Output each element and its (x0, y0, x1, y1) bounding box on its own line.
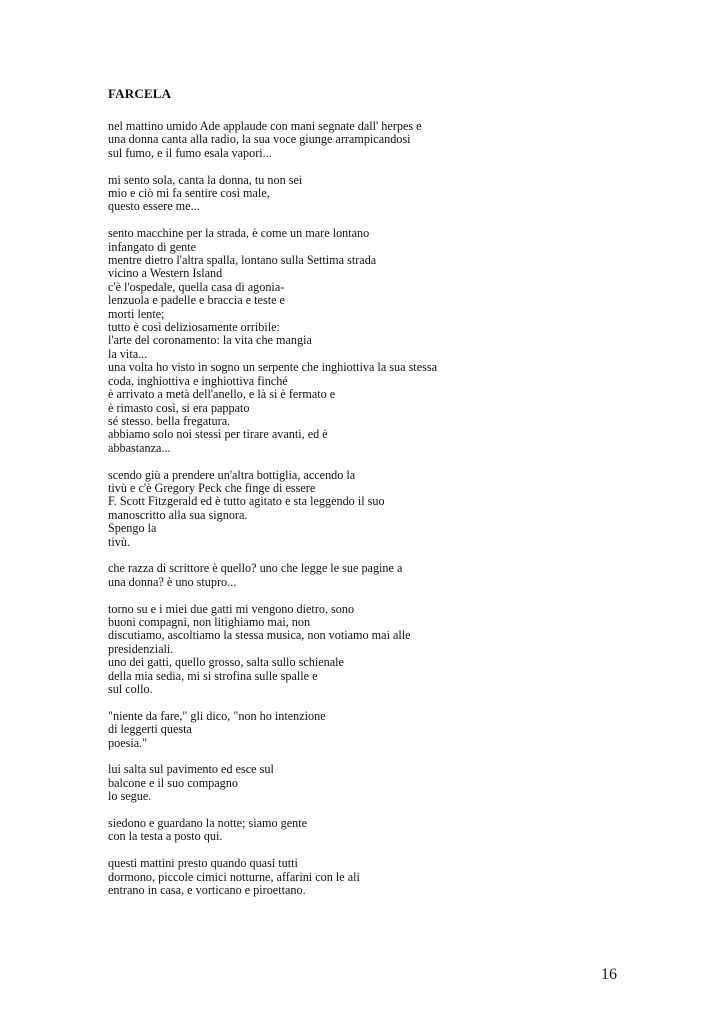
stanza (108, 120, 628, 160)
poem-line: mentre dietro l'altra spalla, lontano sulla Settima strada (108, 253, 377, 268)
poem-line: vicino a Western Island (108, 266, 223, 281)
poem-line: mi sento sola, canta la donna, tu non sei (108, 172, 303, 187)
poem-line: di leggerti questa (108, 722, 192, 737)
poem-line: lenzuola e padelle e braccia e teste e (108, 293, 285, 308)
stanza (108, 227, 628, 455)
stanza (108, 817, 628, 844)
poem-line: abbastanza... (108, 440, 171, 455)
poem-line: entrano in casa, e vorticano e piroettano. (108, 883, 306, 898)
stanza (108, 857, 628, 897)
poem-line: poesia." (108, 735, 148, 750)
stanza (108, 469, 628, 549)
poem-line: manoscritto alla sua signora. (108, 507, 248, 522)
stanza (108, 710, 628, 750)
poem-line: questo essere me... (108, 199, 200, 214)
poem-line: Spengo la (108, 521, 157, 536)
poem-line: discutiamo, ascoltiamo la stessa musica, non votiamo mai alle (108, 628, 411, 643)
poem-line: sul collo. (108, 681, 153, 696)
poem-line: la vita... (108, 346, 148, 361)
poem-line: una donna? è uno stupro... (108, 574, 237, 589)
page-number: 16 (601, 966, 617, 983)
poem-line: una volta ho visto in sogno un serpente che inghiottiva la sua stessa (108, 360, 438, 375)
poem-line: buoni compagni, non litighiamo mai, non (108, 614, 311, 629)
stanza (108, 603, 628, 697)
poem-line: della mia sedia, mi si strofina sulle spalle e (108, 668, 318, 683)
poem-line: dormono, piccole cimici notturne, affarini con le ali (108, 869, 360, 884)
poem-line: è rimasto così, si era pappato (108, 400, 250, 415)
poem-line: uno dei gatti, quello grosso, salta sullo schienale (108, 655, 344, 670)
poem-line: F. Scott Fitzgerald ed è tutto agitato e sta leggendo il suo (108, 494, 385, 509)
poem-line: questi mattini presto quando quasi tutti (108, 856, 298, 871)
poem-line: siedono e guardano la notte; siamo gente (108, 816, 308, 830)
poem-line: è arrivato a metà dell'anello, e là si è fermato e (108, 387, 336, 402)
poem-line: tivù e c'è Gregory Peck che finge di essere (108, 480, 316, 495)
poem-line: "niente da fare," gli dico, "non ho intenzione (108, 708, 326, 723)
poem-line: coda, inghiottiva e inghiottiva finché (108, 373, 288, 388)
poem-line: che razza di scrittore è quello? uno che legge le sue pagine a (108, 561, 403, 576)
poem-line: morti lente; (108, 306, 165, 321)
stanza (108, 174, 628, 214)
poem-line: lo segue. (108, 789, 152, 804)
poem-line: nel mattino umido Ade applaude con mani segnate dall' herpes e (108, 119, 422, 133)
poem-line: balcone e il suo compagno (108, 775, 238, 790)
poem-line: c'è l'ospedale, quella casa di agonia- (108, 279, 285, 294)
stanza (108, 562, 628, 589)
poem-title: FARCELA (108, 86, 172, 101)
poem-line: l'arte del coronamento: la vita che mangia (108, 333, 312, 348)
poem-line: torno su e i miei due gatti mi vengono dietro, sono (108, 601, 355, 616)
poem-line: sé stesso. bella fregatura. (108, 413, 231, 428)
poem-line: tivù. (108, 534, 131, 549)
poem-line: una donna canta alla radio, la sua voce giunge arrampicandosi (108, 132, 411, 147)
poem-body (108, 120, 628, 911)
poem-line: presidenziali. (108, 641, 174, 656)
poem-line: con la testa a posto qui. (108, 829, 223, 844)
poem-line: infangato di gente (108, 239, 196, 254)
poem-line: lui salta sul pavimento ed esce sul (108, 762, 274, 777)
poem-line: sento macchine per la strada, è come un mare lontano (108, 226, 370, 241)
stanza (108, 763, 628, 803)
poem-line: abbiamo solo noi stessi per tirare avanti, ed è (108, 427, 328, 442)
poem-line: tutto è così deliziosamente orribile: (108, 320, 280, 335)
poem-line: sul fumo, e il fumo esala vapori... (108, 145, 272, 160)
poem-line: mio e ciò mi fa sentire così male, (108, 186, 270, 201)
poem-line: scendo giù a prendere un'altra bottiglia, accendo la (108, 467, 356, 482)
